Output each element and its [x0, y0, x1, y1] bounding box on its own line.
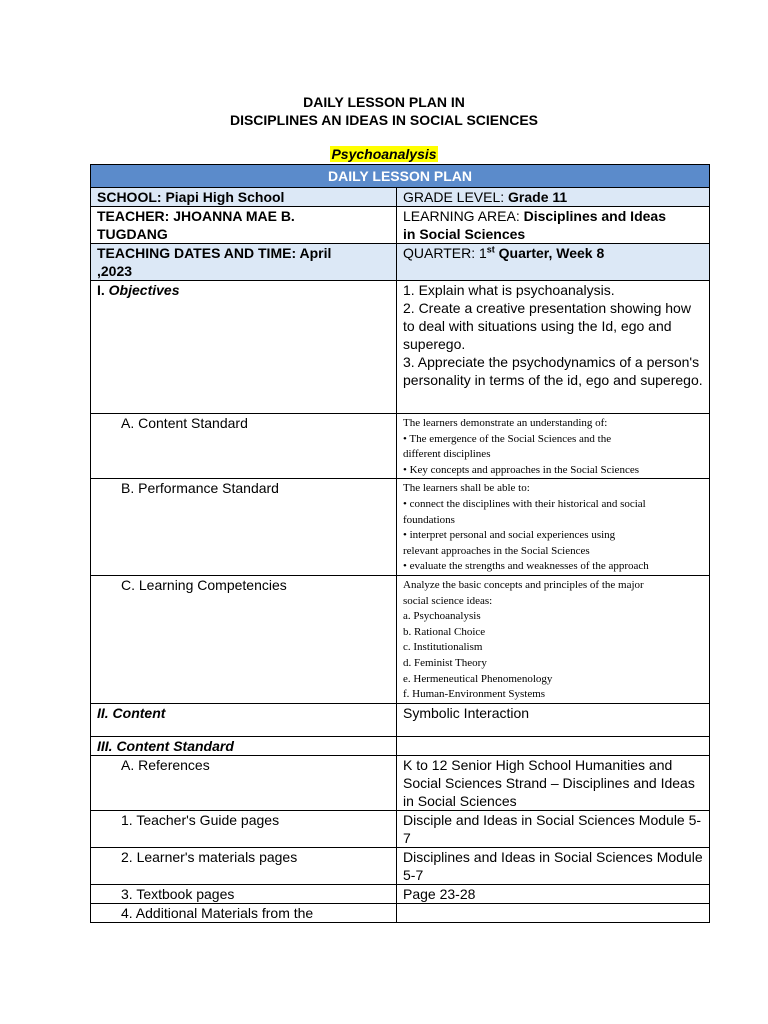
learning-area-cell	[397, 207, 710, 244]
learning-area-label: LEARNING AREA:	[403, 208, 524, 224]
content-standard-iii-value	[397, 736, 710, 755]
competency-line: e. Hermeneutical Phenomenology	[403, 672, 553, 685]
table-title: DAILY LESSON PLAN	[91, 165, 710, 188]
lesson-plan-table	[90, 164, 710, 923]
school-row	[91, 188, 710, 207]
content-row	[91, 703, 710, 736]
quarter-superscript: st	[486, 244, 495, 255]
competency-line: b. Rational Choice	[403, 625, 486, 638]
learning-competencies-label: C. Learning Competencies	[91, 575, 397, 703]
additional-materials-row	[91, 903, 710, 922]
teacher-cell	[91, 207, 397, 244]
dates-row	[91, 244, 710, 281]
table-header-row	[91, 165, 710, 188]
teacher-row	[91, 207, 710, 244]
content-standard-line: • The emergence of the Social Sciences and the	[403, 432, 612, 445]
performance-standard-line: foundations	[403, 513, 455, 526]
content-standard-line: • Key concepts and approaches in the Social Sciences	[403, 463, 639, 476]
quarter-value: Quarter, Week 8	[494, 245, 605, 261]
grade-level-cell	[397, 188, 710, 207]
document-title-line-2: DISCIPLINES AN IDEAS IN SOCIAL SCIENCES	[229, 112, 539, 128]
content-standard-line: The learners demonstrate an understanding of:	[403, 417, 608, 429]
performance-standard-cell	[397, 479, 710, 576]
content-standard-label: A. Content Standard	[91, 414, 397, 479]
objective-item: 1. Explain what is psychoanalysis.	[403, 282, 615, 298]
objectives-row	[91, 281, 710, 414]
learning-area-value-2: in Social Sciences	[403, 226, 526, 242]
learning-competencies-row	[91, 575, 710, 703]
competency-line: a. Psychoanalysis	[403, 610, 481, 623]
teacher-line-2: TUGDANG	[97, 226, 168, 242]
teachers-guide-value: Disciple and Ideas in Social Sciences Module 5-7	[397, 810, 710, 847]
teaching-dates-cell	[91, 244, 397, 281]
grade-level-label: GRADE LEVEL:	[403, 189, 509, 205]
content-standard-cell	[397, 414, 710, 479]
competency-line: social science ideas:	[403, 594, 493, 607]
quarter-label: QUARTER: 1	[403, 245, 487, 261]
references-label: A. References	[91, 755, 397, 810]
learning-competencies-cell	[397, 575, 710, 703]
performance-standard-line: • evaluate the strengths and weaknesses of the approach	[403, 560, 649, 573]
learners-materials-value: Disciplines and Ideas in Social Sciences Module 5-7	[397, 847, 710, 884]
quarter-cell	[397, 244, 710, 281]
teacher-line-1: TEACHER: JHOANNA MAE B.	[97, 208, 295, 224]
content-standard-iii-label: III. Content Standard	[91, 736, 397, 755]
performance-standard-line: relevant approaches in the Social Sciences	[403, 544, 590, 557]
textbook-value: Page 23-28	[397, 884, 710, 903]
textbook-row	[91, 884, 710, 903]
learners-materials-row	[91, 847, 710, 884]
textbook-label: 3. Textbook pages	[91, 884, 397, 903]
objectives-number: I.	[97, 282, 109, 298]
topic-heading	[0, 146, 768, 164]
teaching-dates-line-2: ,2023	[97, 263, 133, 279]
teachers-guide-row	[91, 810, 710, 847]
performance-standard-line: The learners shall be able to:	[403, 482, 530, 495]
content-standard-iii-row	[91, 736, 710, 755]
teaching-dates-line-1: TEACHING DATES AND TIME: April	[97, 245, 332, 261]
content-standard-row	[91, 414, 710, 479]
references-row	[91, 755, 710, 810]
content-standard-line: different disciplines	[403, 448, 491, 461]
content-label: II. Content	[91, 703, 397, 736]
additional-materials-label: 4. Additional Materials from the	[91, 903, 397, 922]
competency-line: f. Human-Environment Systems	[403, 688, 546, 701]
objective-item: 2. Create a creative presentation showing how to deal with situations using the Id, ego and superego.	[403, 300, 691, 352]
performance-standard-label: B. Performance Standard	[91, 479, 397, 576]
competency-line: Analyze the basic concepts and principles of the major	[403, 578, 644, 591]
performance-standard-row	[91, 479, 710, 576]
performance-standard-line: • connect the disciplines with their historical and social	[403, 497, 646, 510]
performance-standard-line: • interpret personal and social experiences using	[403, 529, 616, 542]
objectives-label-cell	[91, 281, 397, 414]
teachers-guide-label: 1. Teacher's Guide pages	[91, 810, 397, 847]
additional-materials-value	[397, 903, 710, 922]
topic-highlight: Psychoanalysis	[331, 146, 437, 162]
references-value: K to 12 Senior High School Humanities and Social Sciences Strand – Disciplines and Ideas in Social Sciences	[397, 755, 710, 810]
learners-materials-label: 2. Learner's materials pages	[91, 847, 397, 884]
objective-item: 3. Appreciate the psychodynamics of a person's personality in terms of the id, ego and superego.	[403, 354, 703, 388]
school-cell: SCHOOL: Piapi High School	[91, 188, 397, 207]
grade-level-value: Grade 11	[508, 189, 568, 205]
objectives-cell	[397, 281, 710, 414]
content-value: Symbolic Interaction	[397, 703, 710, 736]
competency-line: c. Institutionalism	[403, 641, 483, 654]
objectives-label: Objectives	[108, 282, 180, 298]
document-title-line-1: DAILY LESSON PLAN IN	[303, 94, 465, 110]
competency-line: d. Feminist Theory	[403, 656, 487, 669]
learning-area-value: Disciplines and Ideas	[523, 208, 666, 224]
